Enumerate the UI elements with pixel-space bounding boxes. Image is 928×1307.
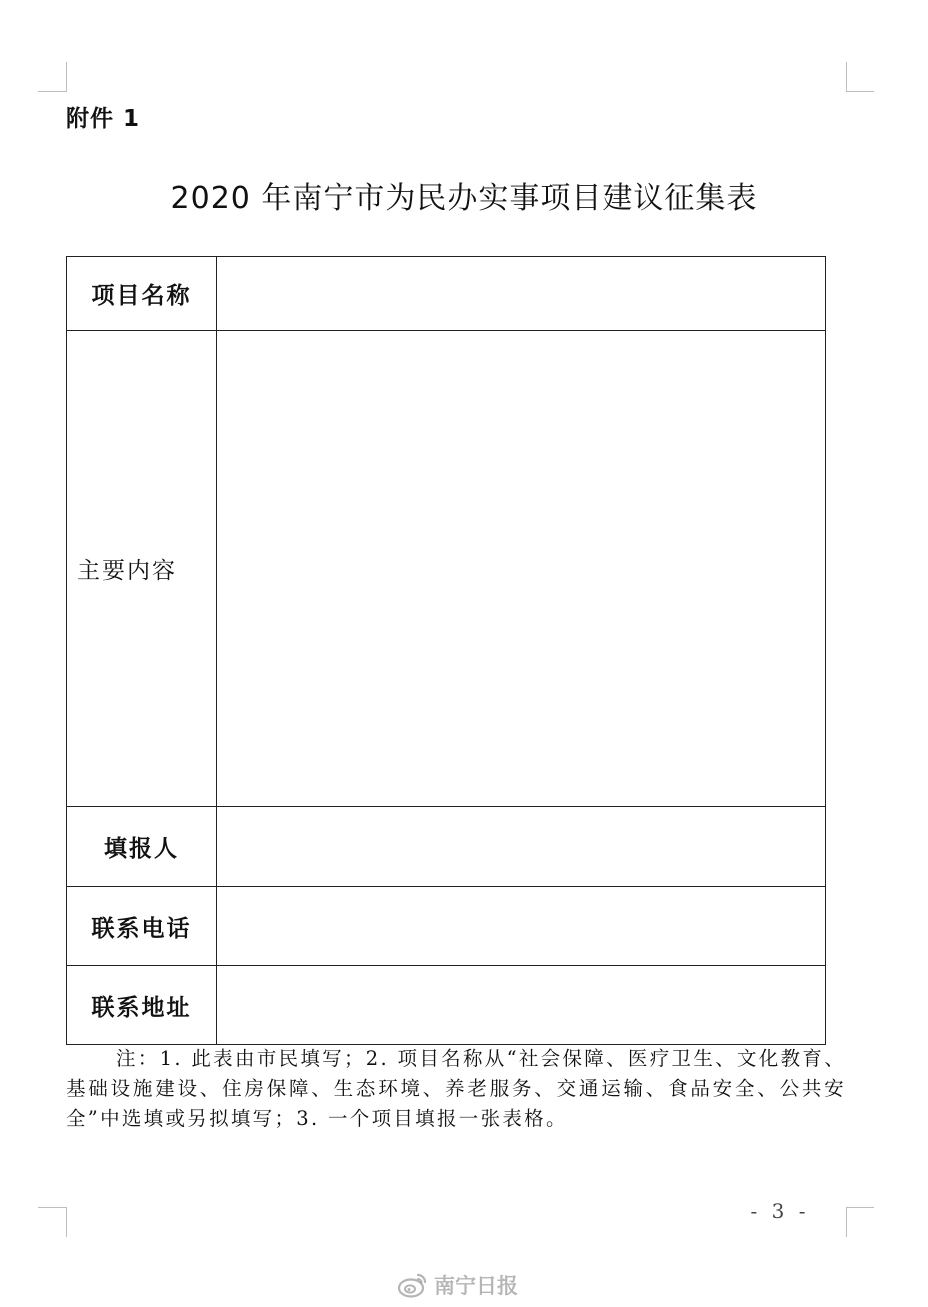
main-content-field[interactable] (217, 331, 826, 807)
contact-address-label: 联系地址 (67, 966, 217, 1045)
annex-label: 附件 1 (66, 106, 141, 132)
crop-mark (846, 91, 874, 92)
reporter-label: 填报人 (67, 807, 217, 887)
crop-mark (66, 1207, 67, 1237)
table-row (67, 331, 826, 807)
main-content-label: 主要内容 (67, 331, 217, 807)
contact-phone-label: 联系电话 (67, 887, 217, 966)
crop-mark (38, 91, 67, 92)
crop-mark (846, 62, 847, 92)
form-note: 注：1. 此表由市民填写；2. 项目名称从“社会保障、医疗卫生、文化教育、基础设施建设、住房保障、生态环境、养老服务、交通运输、食品安全、公共安全”中选填或另拟填写；3. 一个项目填报一张表格。 (66, 1047, 846, 1130)
crop-mark (846, 1207, 874, 1208)
suggestion-form-table (66, 256, 826, 1045)
table-row (67, 807, 826, 887)
project-name-label: 项目名称 (67, 257, 217, 331)
table-row (67, 966, 826, 1045)
contact-phone-field[interactable] (217, 887, 826, 966)
table-row (67, 257, 826, 331)
reporter-field[interactable] (217, 807, 826, 887)
watermark-text: 南宁日报 (434, 1274, 518, 1298)
table-row (67, 887, 826, 966)
crop-mark (38, 1207, 67, 1208)
crop-mark (66, 62, 67, 92)
project-name-field[interactable] (217, 257, 826, 331)
crop-mark (846, 1207, 847, 1237)
page-number: - 3 - (750, 1199, 810, 1223)
page-title: 2020 年南宁市为民办实事项目建议征集表 (170, 181, 758, 216)
weibo-icon (398, 1272, 428, 1298)
contact-address-field[interactable] (217, 966, 826, 1045)
watermark (398, 1270, 518, 1300)
